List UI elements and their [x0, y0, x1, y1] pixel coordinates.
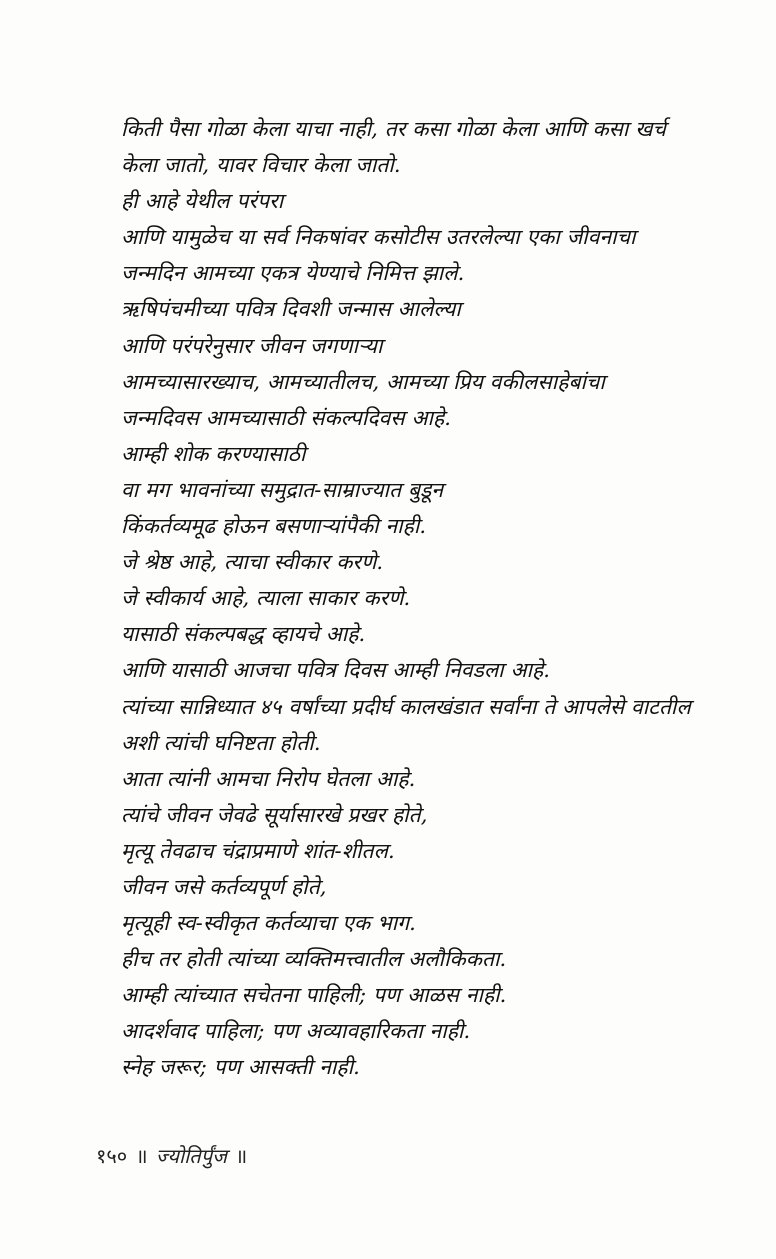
text-line-16: आणि यासाठी आजचा पवित्र दिवस आम्ही निवडला आहे. — [121, 658, 551, 683]
text-line-9: जन्मदिवस आमच्यासाठी संकल्पदिवस आहे. — [121, 405, 452, 430]
text-line-22: जीवन जसे कर्तव्यपूर्ण होते, — [121, 874, 327, 899]
text-line-24: हीच तर होती त्यांच्या व्यक्तिमत्त्वातील अलौकिकता. — [121, 947, 507, 972]
text-line-8: आमच्यासारख्याच, आमच्यातीलच, आमच्या प्रिय वकीलसाहेबांचा — [121, 369, 605, 394]
text-line-20: त्यांचे जीवन जेवढे सूर्यासारखे प्रखर होते, — [121, 802, 428, 827]
text-line-12: किंकर्तव्यमूढ होऊन बसणाऱ्यांपैकी नाही. — [121, 514, 427, 539]
text-line-23: मृत्यूही स्व-स्वीकृत कर्तव्याचा एक भाग. — [121, 911, 416, 936]
text-line-5: जन्मदिन आमच्या एकत्र येण्याचे निमित्त झाले. — [121, 261, 465, 286]
text-line-18: अशी त्यांची घनिष्टता होती. — [121, 730, 321, 755]
footer-separator-right: ॥ — [235, 1144, 248, 1168]
body-text — [121, 111, 721, 1086]
text-line-4: आणि यामुळेच या सर्व निकषांवर कसोटीस उतरलेल्या एका जीवनाचा — [121, 225, 636, 250]
text-line-6: ऋषिपंचमीच्या पवित्र दिवशी जन्मास आलेल्या — [121, 297, 461, 322]
text-line-19: आता त्यांनी आमचा निरोप घेतला आहे. — [121, 766, 416, 791]
text-line-1: किती पैसा गोळा केला याचा नाही, तर कसा गोळा केला आणि कसा खर्च — [121, 117, 666, 141]
text-line-13: जे श्रेष्ठ आहे, त्याचा स्वीकार करणे. — [121, 550, 384, 575]
book-title: ज्योतिर्पुंज — [155, 1144, 227, 1168]
text-line-3: ही आहे येथील परंपरा — [121, 189, 284, 214]
text-line-21: मृत्यू तेवढाच चंद्राप्रमाणे शांत-शीतल. — [121, 838, 395, 863]
page-footer — [96, 1142, 249, 1169]
text-line-7: आणि परंपरेनुसार जीवन जगणाऱ्या — [121, 333, 383, 358]
text-line-15: यासाठी संकल्पबद्ध व्हायचे आहे. — [121, 622, 366, 647]
text-line-2: केला जातो, यावर विचार केला जातो. — [121, 153, 401, 178]
text-line-27: स्नेह जरूर; पण आसक्ती नाही. — [121, 1055, 360, 1080]
footer-separator-left: ॥ — [135, 1144, 148, 1168]
page-number: १५० — [96, 1144, 128, 1168]
text-line-11: वा मग भावनांच्या समुद्रात-साम्राज्यात बुडून — [121, 477, 444, 502]
text-line-25: आम्ही त्यांच्यात सचेतना पाहिली; पण आळस नाही. — [121, 983, 507, 1008]
text-line-17: त्यांच्या सान्निध्यात ४५ वर्षांच्या प्रदीर्घ कालखंडात सर्वांना ते आपलेसे वाटतील — [121, 694, 691, 719]
text-line-26: आदर्शवाद पाहिला; पण अव्यावहारिकता नाही. — [121, 1019, 471, 1044]
text-line-14: जे स्वीकार्य आहे, त्याला साकार करणे. — [121, 586, 411, 611]
text-line-10: आम्ही शोक करण्यासाठी — [121, 441, 306, 466]
